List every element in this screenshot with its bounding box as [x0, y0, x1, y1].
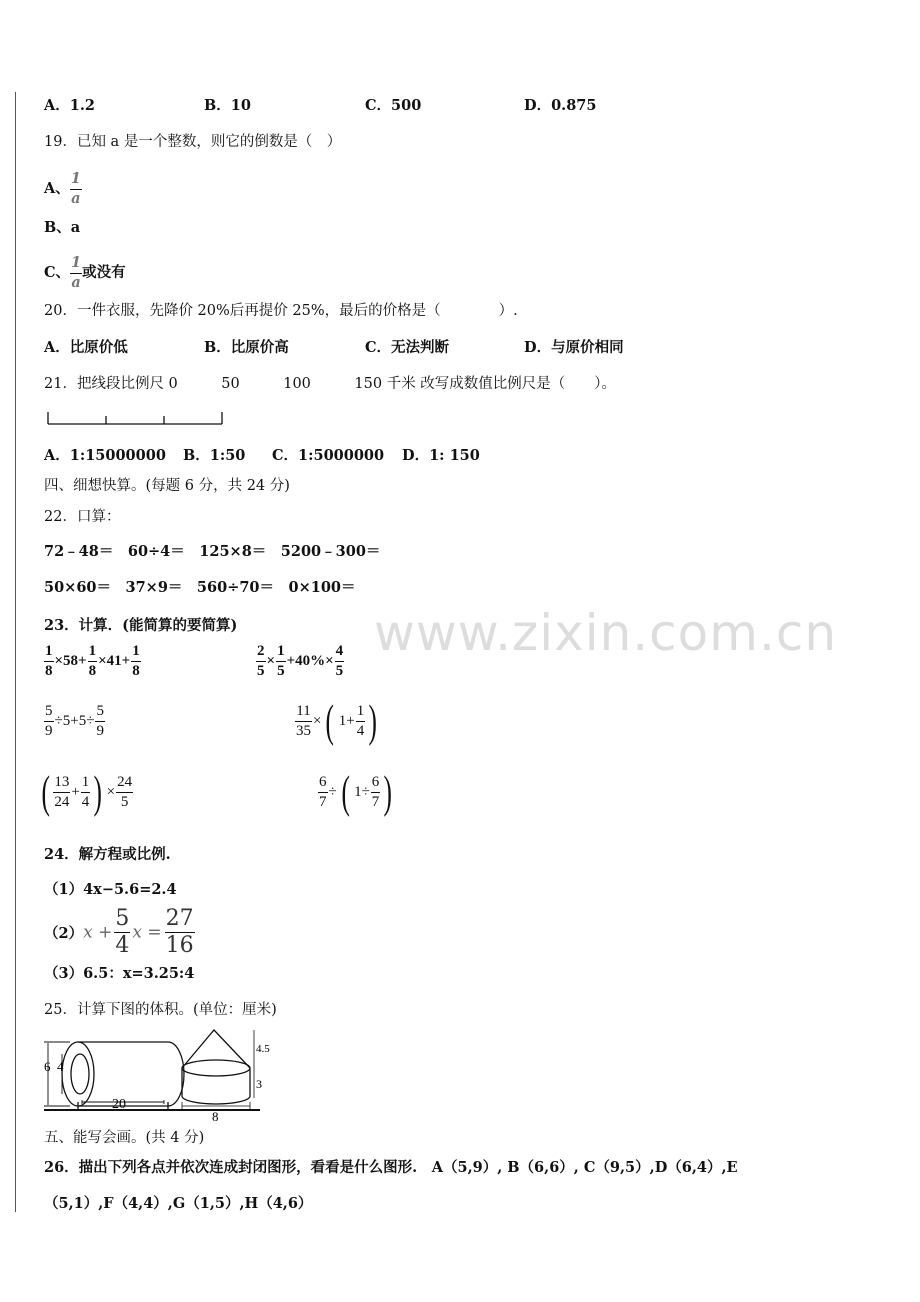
q26-line-1: 26．描出下列各点并依次连成封闭图形，看看是什么图形. A（5,9）, B（6,6）, C（9,5）,D（6,4）,E	[44, 1159, 738, 1176]
label-cylinder-height: 3	[256, 1077, 262, 1091]
q26-line-2: （5,1）,F（4,4）,G（1,5）,H（4,6）	[44, 1195, 313, 1212]
fraction-denominator: 9	[45, 723, 53, 739]
q18-option-b[interactable]: B．10	[204, 97, 251, 114]
fraction-numerator: 1	[70, 172, 82, 190]
fraction-numerator: 1	[44, 644, 54, 662]
q20-option-a[interactable]: A．比原价低	[44, 339, 128, 356]
q24-part-3: （3）6.5：x=3.25:4	[44, 965, 195, 982]
fraction-denominator: 5	[277, 663, 285, 679]
watermark-text: www.zixin.com.cn	[374, 604, 838, 662]
operator: +40%×	[286, 653, 334, 669]
fraction-numerator: 6	[318, 775, 328, 793]
fraction-denominator: 8	[88, 663, 97, 679]
operator: 1÷	[354, 783, 370, 800]
q21-option-d[interactable]: D．1: 150	[402, 447, 480, 464]
q21-stem: 21．把线段比例尺 0 50 100 150 千米 改写成数值比例尺是（ ）。	[44, 376, 617, 392]
operator: ×	[313, 712, 322, 729]
fraction-denominator: 7	[319, 793, 327, 810]
fraction-numerator: 5	[95, 704, 105, 722]
q22-row-1: 72﹣48＝ 60÷4＝ 125×8＝ 5200﹣300＝	[44, 543, 381, 560]
fraction-denominator: 5	[335, 663, 344, 679]
fraction-numerator: 1	[81, 775, 91, 793]
fraction-numerator: 2	[256, 644, 266, 662]
q24-part-1: （1）4x−5.6=2.4	[44, 881, 177, 898]
q20-option-d[interactable]: D．与原价相同	[524, 339, 624, 356]
equation-term: x =	[132, 922, 162, 943]
operator: ÷5+5÷	[54, 713, 95, 729]
q23-expression-5: ( $\frac{13}{24}$ + $\frac{1}{4}$ ) × $\frac{24}{5}$	[41, 766, 133, 817]
q19-option-b[interactable]: B、a	[44, 219, 81, 236]
label-width: 8	[212, 1109, 219, 1124]
equation-term: x +	[83, 922, 113, 943]
fraction-numerator: 5	[115, 906, 130, 931]
q23-expression-4: $\frac{11}{35}$ ×( 1+ $\frac{1}{4}$ )	[296, 695, 378, 746]
operator: ×	[266, 653, 276, 669]
q23-stem: 23．计算．(能简算的要简算)	[44, 617, 238, 634]
label-outer-diameter: 6	[44, 1059, 51, 1074]
q18-option-d[interactable]: D．0.875	[524, 97, 597, 114]
q23-expression-1	[44, 644, 141, 679]
q24-part-2-label: （2）	[44, 925, 84, 942]
operator: ÷	[328, 783, 337, 800]
q20-option-c[interactable]: C．无法判断	[365, 339, 450, 356]
q23-expression-3	[44, 704, 105, 739]
fraction-denominator: 5	[257, 663, 265, 679]
q20-stem: 20．一件衣服，先降价 20%后再提价 25%，最后的价格是（ ）.	[44, 303, 518, 319]
q18-option-a[interactable]: A．1.2	[44, 97, 95, 114]
operator: ×	[106, 783, 116, 800]
fraction-denominator: a	[71, 273, 81, 291]
operator: ×58+	[54, 653, 87, 669]
fraction-denominator: 8	[132, 663, 140, 679]
fraction-denominator: 4	[356, 722, 365, 739]
fraction-numerator: 1	[70, 256, 82, 274]
fraction-numerator: 27	[165, 906, 194, 931]
q25-stem: 25．计算下图的体积。(单位：厘米)	[44, 1002, 277, 1018]
fraction-numerator: 13	[53, 775, 70, 793]
fraction-denominator: 7	[371, 793, 380, 810]
label-cone-height: 4.5	[256, 1043, 270, 1055]
q24-stem: 24．解方程或比例.	[44, 846, 171, 863]
page-margin-line	[15, 92, 16, 1212]
q19-option-c-suffix: 或没有	[82, 264, 126, 281]
cone-cylinder-shape	[182, 1030, 254, 1110]
fraction-numerator: 4	[335, 644, 345, 662]
operator: +	[71, 783, 80, 800]
volume-figure	[40, 1026, 272, 1124]
label-length: 20	[112, 1097, 126, 1112]
fraction-numerator: 1	[276, 644, 286, 662]
fraction-numerator: 1	[131, 644, 141, 662]
q19-stem: 19．已知 a 是一个整数，则它的倒数是（ ）	[44, 134, 342, 150]
q19-option-a-label: A、	[44, 180, 70, 197]
q21-option-c[interactable]: C．1:5000000	[272, 447, 385, 464]
fraction-numerator: 24	[116, 775, 133, 793]
operator: ×41+	[98, 653, 131, 669]
fraction-denominator: 4	[81, 793, 90, 810]
q24-part-2	[44, 908, 195, 957]
q22-stem: 22．口算：	[44, 509, 121, 525]
fraction-denominator: 35	[296, 722, 311, 739]
fraction-denominator: 4	[115, 933, 130, 958]
fraction-numerator: 11	[295, 704, 312, 722]
fraction-numerator: 5	[44, 704, 54, 722]
label-inner-diameter: 4	[57, 1059, 64, 1074]
q19-option-c-fraction	[70, 256, 82, 290]
q22-row-2: 50×60＝ 37×9＝ 560÷70＝ 0×100＝	[44, 579, 356, 596]
q21-option-b[interactable]: B．1:50	[183, 447, 246, 464]
fraction-denominator: 9	[96, 723, 104, 739]
fraction-denominator: 16	[165, 933, 194, 958]
operator: 1+	[338, 712, 355, 729]
fraction-denominator: a	[71, 189, 81, 207]
fraction-numerator: 6	[371, 775, 381, 793]
section-4-heading: 四、细想快算。(每题 6 分，共 24 分)	[44, 478, 290, 494]
q19-option-c[interactable]	[44, 256, 126, 290]
q21-option-a[interactable]: A．1:15000000	[44, 447, 166, 464]
q19-option-a[interactable]	[44, 172, 82, 206]
fraction-numerator: 1	[88, 644, 98, 662]
q18-option-c[interactable]: C．500	[365, 97, 422, 114]
fraction-denominator: 8	[45, 663, 53, 679]
scale-bar-diagram	[44, 408, 226, 428]
q20-option-b[interactable]: B．比原价高	[204, 339, 289, 356]
q23-expression-2	[256, 644, 344, 679]
q19-option-c-label: C、	[44, 264, 71, 281]
fraction-denominator: 5	[120, 793, 129, 810]
section-5-heading: 五、能写会画。(共 4 分)	[44, 1130, 205, 1146]
q19-option-a-fraction	[70, 172, 82, 206]
fraction-denominator: 24	[54, 793, 70, 810]
fraction-numerator: 1	[356, 704, 366, 722]
q23-expression-6: $\frac{6}{7}$ ÷( 1÷ $\frac{6}{7}$ )	[319, 766, 393, 817]
